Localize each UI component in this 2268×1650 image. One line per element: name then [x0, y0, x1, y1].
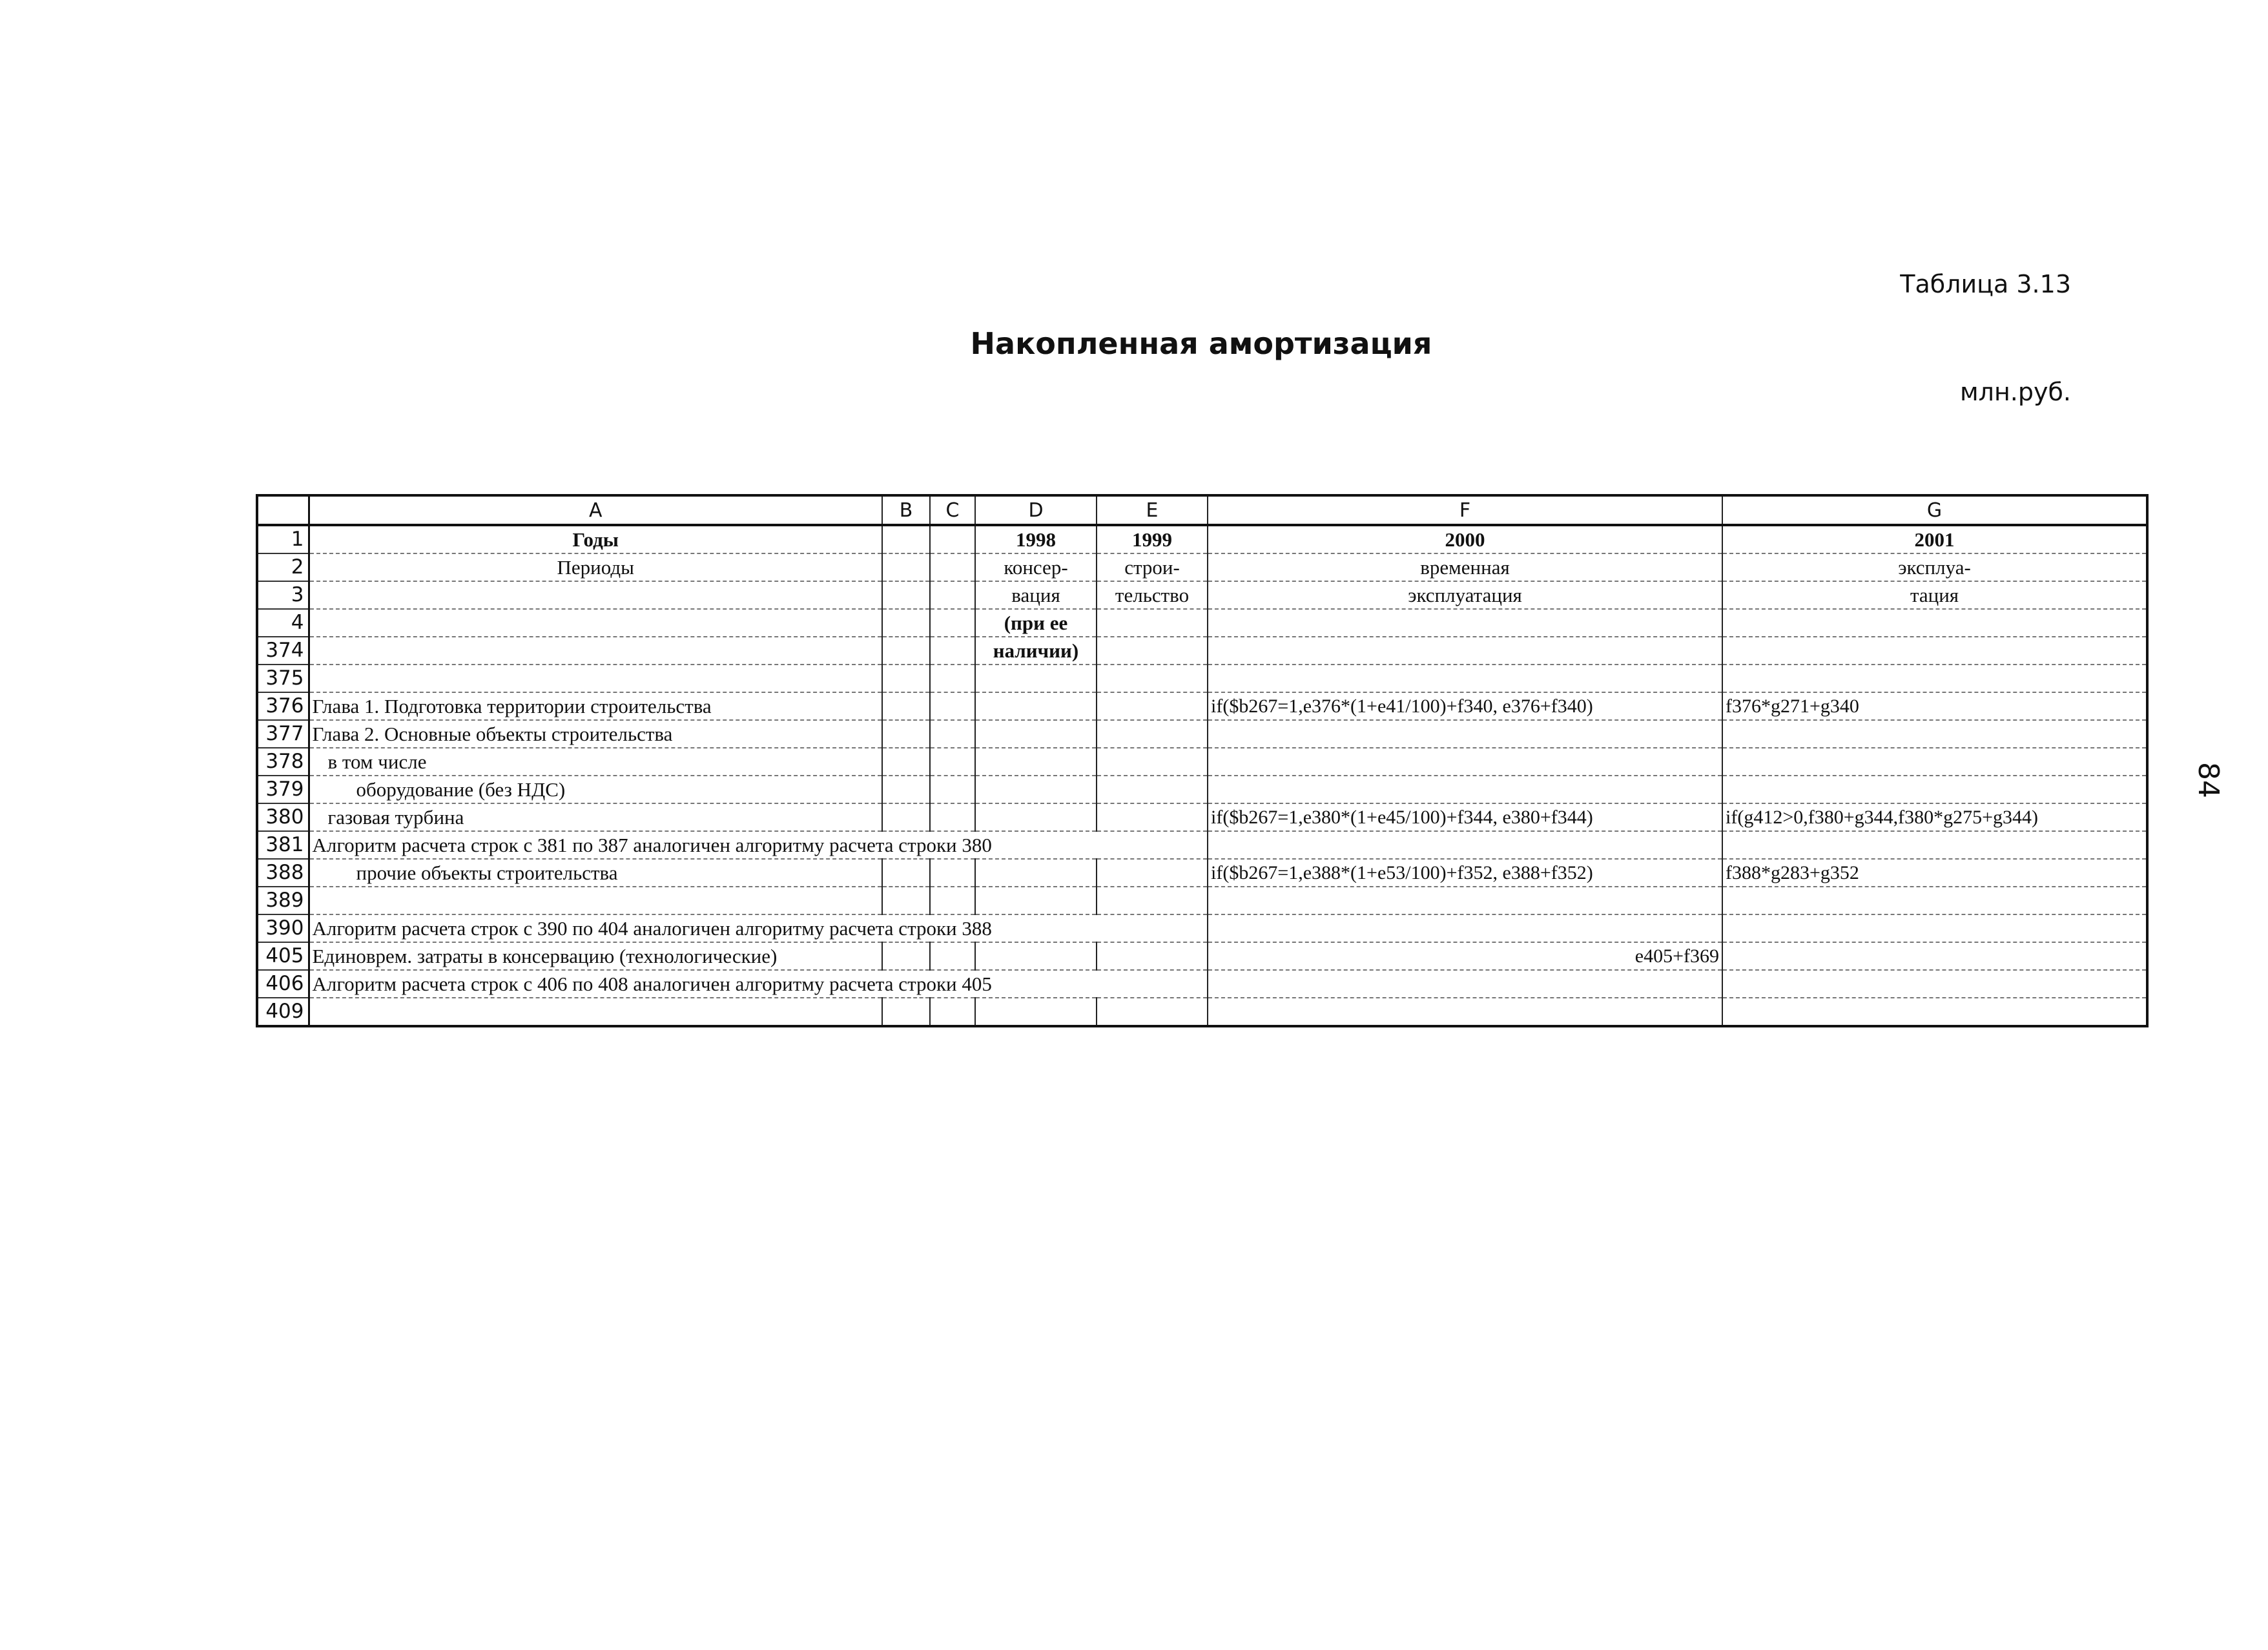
cell-b — [882, 581, 930, 609]
cell-d — [975, 720, 1097, 748]
row-number: 2 — [257, 553, 309, 581]
cell-c — [930, 859, 975, 887]
cell-c — [930, 942, 975, 970]
table-row — [257, 776, 2147, 803]
cell-e — [1097, 637, 1208, 665]
cell-b — [882, 748, 930, 776]
column-header-g: G — [1722, 495, 2147, 525]
cell-f — [1208, 748, 1722, 776]
column-header-d: D — [975, 495, 1097, 525]
cell-a: Периоды — [309, 553, 882, 581]
cell-a — [309, 637, 882, 665]
cell-d — [975, 776, 1097, 803]
cell-b — [882, 553, 930, 581]
cell-e — [1097, 720, 1208, 748]
table-row — [257, 970, 2147, 998]
row-number: 380 — [257, 803, 309, 831]
cell-f — [1208, 887, 1722, 914]
cell-d: 1998 — [975, 525, 1097, 553]
row-number: 4 — [257, 609, 309, 637]
row-number: 3 — [257, 581, 309, 609]
cell-b — [882, 609, 930, 637]
cell-a — [309, 998, 882, 1026]
cell-a: оборудование (без НДС) — [309, 776, 882, 803]
cell-d: вация — [975, 581, 1097, 609]
cell-f — [1208, 914, 1722, 942]
cell-g — [1722, 887, 2147, 914]
row-number: 1 — [257, 525, 309, 553]
table-row — [257, 831, 2147, 859]
table-row — [257, 942, 2147, 970]
table-row — [257, 609, 2147, 637]
table-row — [257, 692, 2147, 720]
table-row — [257, 998, 2147, 1026]
cell-b — [882, 998, 930, 1026]
cell-f — [1208, 637, 1722, 665]
table-row — [257, 525, 2147, 553]
cell-c — [930, 665, 975, 692]
cell-g: f376*g271+g340 — [1722, 692, 2147, 720]
units-label: млн.руб. — [1959, 378, 2071, 406]
cell-g — [1722, 776, 2147, 803]
cell-b — [882, 637, 930, 665]
cell-a: Глава 2. Основные объекты строительства — [309, 720, 882, 748]
cell-a: Глава 1. Подготовка территории строительства — [309, 692, 882, 720]
cell-g — [1722, 970, 2147, 998]
row-number: 375 — [257, 665, 309, 692]
cell-f — [1208, 998, 1722, 1026]
cell-b — [882, 887, 930, 914]
row-number: 390 — [257, 914, 309, 942]
cell-e: 1999 — [1097, 525, 1208, 553]
row-number: 381 — [257, 831, 309, 859]
column-header-row — [257, 495, 2147, 525]
cell-c — [930, 637, 975, 665]
cell-e — [1097, 942, 1208, 970]
cell-b — [882, 776, 930, 803]
cell-g — [1722, 609, 2147, 637]
cell-e — [1097, 803, 1208, 831]
cell-c — [930, 692, 975, 720]
row-number: 406 — [257, 970, 309, 998]
row-number: 405 — [257, 942, 309, 970]
cell-d — [975, 998, 1097, 1026]
cell-g — [1722, 831, 2147, 859]
cell-d: консер- — [975, 553, 1097, 581]
table-row — [257, 665, 2147, 692]
cell-e — [1097, 776, 1208, 803]
column-header-c: C — [930, 495, 975, 525]
cell-g — [1722, 998, 2147, 1026]
row-number: 409 — [257, 998, 309, 1026]
cell-d: (при ее — [975, 609, 1097, 637]
cell-e — [1097, 692, 1208, 720]
cell-c — [930, 720, 975, 748]
row-number: 389 — [257, 887, 309, 914]
cell-f: if($b267=1,e376*(1+e41/100)+f340, e376+f340) — [1208, 692, 1722, 720]
cell-f — [1208, 970, 1722, 998]
cell-f: временная — [1208, 553, 1722, 581]
cell-a: Алгоритм расчета строк с 406 по 408 аналогичен алгоритму расчета строки 405 — [309, 970, 1208, 998]
cell-c — [930, 998, 975, 1026]
cell-g: тация — [1722, 581, 2147, 609]
row-number: 378 — [257, 748, 309, 776]
cell-c — [930, 748, 975, 776]
cell-d — [975, 942, 1097, 970]
column-header-a: A — [309, 495, 882, 525]
cell-a: Единоврем. затраты в консервацию (технологические) — [309, 942, 882, 970]
cell-a: в том числе — [309, 748, 882, 776]
cell-b — [882, 859, 930, 887]
cell-a: прочие объекты строительства — [309, 859, 882, 887]
table-row — [257, 720, 2147, 748]
cell-c — [930, 887, 975, 914]
cell-d — [975, 803, 1097, 831]
cell-g: if(g412>0,f380+g344,f380*g275+g344) — [1722, 803, 2147, 831]
cell-g: 2001 — [1722, 525, 2147, 553]
cell-a: Алгоритм расчета строк с 390 по 404 аналогичен алгоритму расчета строки 388 — [309, 914, 1208, 942]
cell-g — [1722, 720, 2147, 748]
cell-b — [882, 803, 930, 831]
table-row — [257, 553, 2147, 581]
cell-a: Годы — [309, 525, 882, 553]
cell-f: if($b267=1,e380*(1+e45/100)+f344, e380+f344) — [1208, 803, 1722, 831]
corner-cell — [257, 495, 309, 525]
cell-f: эксплуатация — [1208, 581, 1722, 609]
table-row — [257, 581, 2147, 609]
document-title: Накопленная амортизация — [970, 326, 1432, 361]
table-row — [257, 887, 2147, 914]
cell-e — [1097, 859, 1208, 887]
spreadsheet-table — [256, 494, 2149, 1027]
cell-e: тельство — [1097, 581, 1208, 609]
cell-g — [1722, 665, 2147, 692]
cell-b — [882, 665, 930, 692]
row-number: 388 — [257, 859, 309, 887]
cell-e — [1097, 748, 1208, 776]
cell-d — [975, 692, 1097, 720]
column-header-f: F — [1208, 495, 1722, 525]
cell-b — [882, 720, 930, 748]
table-row — [257, 637, 2147, 665]
table-row — [257, 748, 2147, 776]
page-number: 84 — [2192, 762, 2225, 798]
cell-a: Алгоритм расчета строк с 381 по 387 аналогичен алгоритму расчета строки 380 — [309, 831, 1208, 859]
table-row — [257, 914, 2147, 942]
cell-c — [930, 525, 975, 553]
cell-c — [930, 581, 975, 609]
cell-e — [1097, 887, 1208, 914]
cell-a: газовая турбина — [309, 803, 882, 831]
cell-g — [1722, 748, 2147, 776]
row-number: 379 — [257, 776, 309, 803]
cell-e — [1097, 665, 1208, 692]
cell-a — [309, 581, 882, 609]
cell-d — [975, 665, 1097, 692]
cell-g — [1722, 942, 2147, 970]
table-row — [257, 859, 2147, 887]
row-number: 377 — [257, 720, 309, 748]
cell-a — [309, 665, 882, 692]
cell-f — [1208, 665, 1722, 692]
column-header-b: B — [882, 495, 930, 525]
row-number: 374 — [257, 637, 309, 665]
cell-c — [930, 776, 975, 803]
cell-f — [1208, 720, 1722, 748]
column-header-e: E — [1097, 495, 1208, 525]
cell-e: строи- — [1097, 553, 1208, 581]
table-number: Таблица 3.13 — [1900, 270, 2071, 298]
cell-d — [975, 887, 1097, 914]
cell-f: 2000 — [1208, 525, 1722, 553]
cell-c — [930, 803, 975, 831]
cell-f — [1208, 609, 1722, 637]
cell-d — [975, 748, 1097, 776]
cell-f: if($b267=1,e388*(1+e53/100)+f352, e388+f352) — [1208, 859, 1722, 887]
table-row — [257, 803, 2147, 831]
cell-b — [882, 692, 930, 720]
cell-g: эксплуа- — [1722, 553, 2147, 581]
cell-b — [882, 942, 930, 970]
cell-e — [1097, 998, 1208, 1026]
cell-b — [882, 525, 930, 553]
cell-f — [1208, 831, 1722, 859]
cell-e — [1097, 609, 1208, 637]
cell-g — [1722, 637, 2147, 665]
cell-g: f388*g283+g352 — [1722, 859, 2147, 887]
cell-f: e405+f369 — [1208, 942, 1722, 970]
cell-g — [1722, 914, 2147, 942]
row-number: 376 — [257, 692, 309, 720]
cell-c — [930, 609, 975, 637]
cell-f — [1208, 776, 1722, 803]
cell-c — [930, 553, 975, 581]
cell-a — [309, 609, 882, 637]
cell-d — [975, 859, 1097, 887]
cell-d: наличии) — [975, 637, 1097, 665]
cell-a — [309, 887, 882, 914]
